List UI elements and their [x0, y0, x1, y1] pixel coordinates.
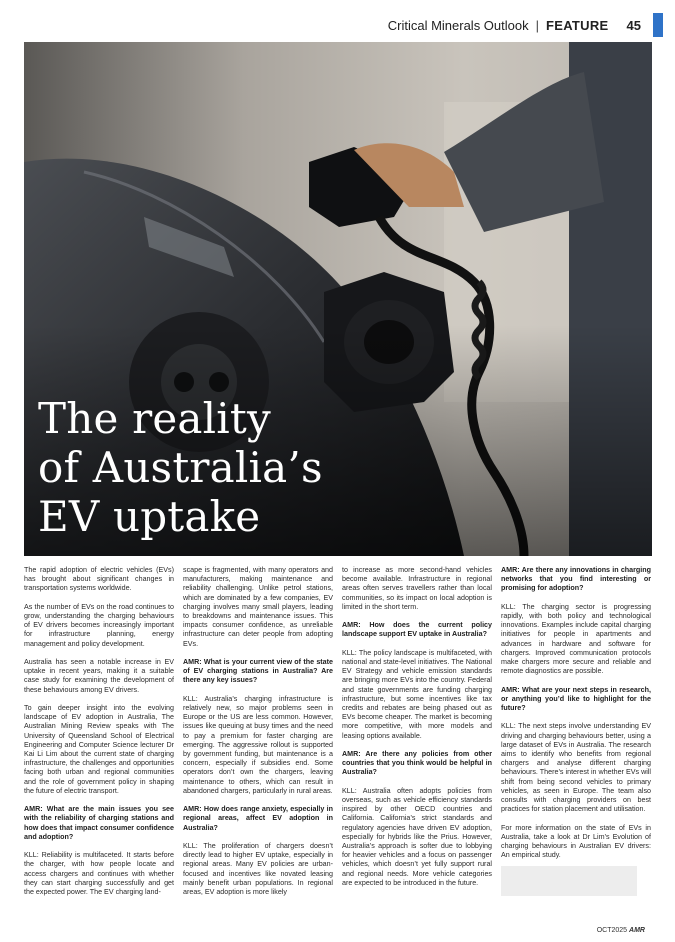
- interview-question: AMR: How does range anxiety, especially in regional areas, affect EV adoption in Australia?: [183, 805, 333, 832]
- interview-question: AMR: How does the current policy landscape support EV uptake in Australia?: [342, 621, 492, 639]
- interview-question: AMR: Are there any policies from other countries that you think would be helpful in Australia?: [342, 750, 492, 777]
- text-column: [24, 566, 174, 897]
- body-paragraph: KLL: Reliability is multifaceted. It starts before the charger, with how people locate and access chargers and continues with whether they can start charging successfully and get the expected power. The EV charging land-: [24, 851, 174, 897]
- feature-label: FEATURE: [546, 17, 609, 33]
- issue-date: OCT2025: [596, 927, 628, 934]
- interview-question: AMR: Are there any innovations in charging networks that you find interesting or promising for adoption?: [501, 566, 651, 593]
- body-paragraph: KLL: The next steps involve understanding EV driving and charging behaviours better, using a large dataset of EVs in Australia. The research aims to identify who benefits from regional chargers and analyse different charging behaviours. There’s interest in whether EVs will shift from being second vehicles to primary vehicles, as seen in Europe. The team also consults with charging providers on best practices for station placement and utilisation.: [501, 722, 651, 814]
- hero-image: [24, 42, 652, 556]
- article-title: [38, 394, 323, 541]
- body-paragraph: to increase as more second-hand vehicles become available. Infrastructure in regional areas often serves travellers rather than local communities, so its impact on local adoption is limited in the short term.: [342, 566, 492, 611]
- placeholder-box: [501, 866, 637, 896]
- body-paragraph: KLL: The policy landscape is multifaceted, with national and state-level initiatives. The National EV Strategy and vehicle emission standards are bringing more EVs into the country. Federal and state governments are funding charging infrastructure, but some incentives like tax credits and rebates are being phased out as EVs become cheaper. The market is becoming more competitive, with more models and leasing options available.: [342, 648, 492, 740]
- text-column: [501, 566, 651, 897]
- article-body: [24, 566, 652, 897]
- title-line: EV uptake: [38, 492, 261, 541]
- page-tab-marker: [653, 13, 663, 37]
- title-line: The reality: [38, 394, 271, 443]
- body-paragraph: scape is fragmented, with many operators and manufacturers, making maintenance and reliability challenging. Unlike petrol stations, which are dominated by a few companies, EV charging involves many small players, leading to breakdowns and maintenance issues. This impacts consumer confidence, as unreliable infrastructure can deter people from adopting EVs.: [183, 566, 333, 648]
- header-separator: |: [535, 17, 539, 33]
- title-line: of Australia’s: [38, 443, 323, 492]
- running-header: [388, 14, 663, 36]
- text-column: [342, 566, 492, 897]
- interview-question: AMR: What is your current view of the state of EV charging stations in Australia? Are there any key issues?: [183, 658, 333, 685]
- body-paragraph: For more information on the state of EVs in Australia, take a look at Dr Lim’s Evolution of charging behaviours in Australian EV drivers: An empirical study.: [501, 823, 651, 860]
- body-paragraph: KLL: Australia often adopts policies from overseas, such as vehicle efficiency standards inspired by other OECD countries and California. California’s strict standards and regulatory agencies have driven EV adoption, especially for hybrids like the Prius. However, Australia’s approach is softer due to lobbying for heavier vehicles and a focus on passenger vehicles, which doesn’t yet fully support rural and regional needs. More vehicle categories are expected to be introduced in the future.: [342, 786, 492, 887]
- body-paragraph: Australia has seen a notable increase in EV uptake in recent years, making it a suitable case study for examining the development of these behaviours among EV drivers.: [24, 658, 174, 694]
- interview-question: AMR: What are the main issues you see with the reliability of charging stations and how does that impact consumer confidence and adoption?: [24, 805, 174, 841]
- body-paragraph: KLL: The proliferation of chargers doesn’t directly lead to higher EV uptake, especially in regional areas. Many EV policies are urban-focused and incentives like novated leasing mainly benefit urban populations. In regional areas, EV adoption is more likely: [183, 842, 333, 897]
- text-column: [183, 566, 333, 897]
- interview-question: AMR: What are your next steps in research, or anything you’d like to highlight for the future?: [501, 685, 651, 713]
- body-paragraph: As the number of EVs on the road continues to grow, understanding the charging behaviours of EV drivers becomes increasingly important for infrastructure planning, energy management and policy development.: [24, 602, 174, 648]
- body-paragraph: KLL: Australia’s charging infrastructure is relatively new, so major problems seen in Europe or the US are less common. However, issues like queuing at busy times and the need to pay a premium for faster charging are emerging. The aggressive rollout is supported by government funding, but maintenance is a concern, especially if subsidies end. Some operators don’t own the chargers, leaving maintenance to others, which can result in abandoned chargers, particularly in rural areas.: [183, 694, 333, 795]
- body-paragraph: KLL: The charging sector is progressing rapidly, with both policy and technological innovations. Examples include capital charging initiatives for people in apartments and advances in hardware and software for chargers. Improved communication protocols make chargers more secure and reliable and remote diagnostics are possible.: [501, 602, 651, 676]
- body-paragraph: To gain deeper insight into the evolving landscape of EV adoption in Australia, The Australian Mining Review speaks with The University of Queensland School of Electrical Engineering and Computer Science lecturer Dr Kai Li Lim about the current state of charging infrastructure, the challenges and opportunities facing both urban and regional communities and the role of government policy in shaping the future of electric transport.: [24, 704, 174, 795]
- body-paragraph: The rapid adoption of electric vehicles (EVs) has brought about significant changes in transportation systems worldwide.: [24, 566, 174, 593]
- page-footer: [597, 927, 645, 934]
- brand-mark: AMR: [629, 927, 645, 934]
- section-name: Critical Minerals Outlook: [387, 17, 529, 33]
- page-number: 45: [626, 17, 641, 33]
